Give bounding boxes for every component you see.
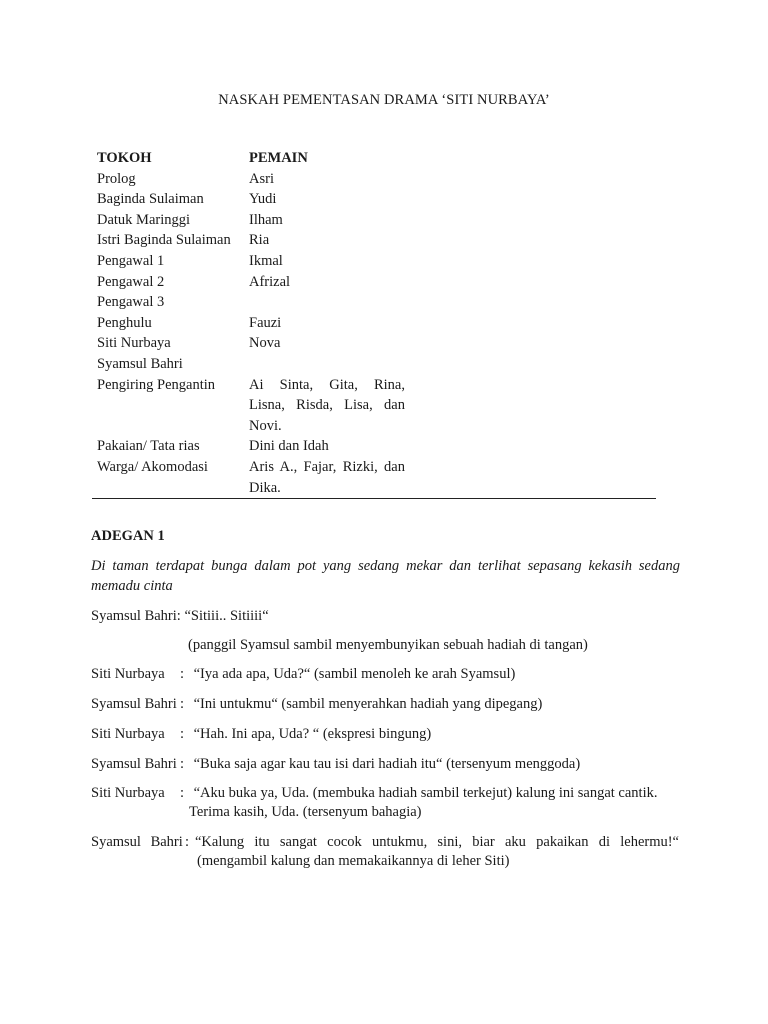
cast-player: Ai Sinta, Gita, Rina, Lisna, Risda, Lisa, dan Novi.	[249, 376, 405, 434]
cast-row	[97, 436, 405, 457]
cast-role: Pengawal 1	[97, 252, 165, 269]
cast-row	[97, 313, 405, 334]
cast-row	[97, 169, 405, 190]
cast-row	[97, 189, 405, 210]
dialogue-separator: :	[184, 834, 190, 850]
stage-note: (panggil Syamsul sambil menyembunyikan sebuah hadiah di tangan)	[188, 637, 588, 653]
dialogue-line	[91, 665, 681, 684]
cast-role: Pengawal 3	[97, 294, 165, 311]
dialogue-line	[91, 725, 681, 744]
cast-role: Baginda Sulaiman	[97, 191, 204, 208]
dialogue-separator: :	[180, 726, 185, 742]
cast-header-player: PEMAIN	[249, 150, 308, 166]
dialogue-speaker: Syamsul Bahri	[91, 756, 177, 772]
cast-player: Aris A., Fajar, Rizki, dan Dika.	[249, 458, 405, 496]
dialogue-text: “Sitiii.. Sitiiii“	[184, 608, 269, 624]
cast-header-row	[97, 148, 405, 169]
dialogue-speaker: Siti Nurbaya	[91, 726, 165, 742]
dialogue-text: “Aku buka ya, Uda. (membuka hadiah sambil terkejut) kalung ini sangat cantik.	[193, 785, 658, 801]
cast-player: Dini dan Idah	[249, 438, 329, 455]
cast-player: Ria	[249, 232, 270, 249]
dialogue-line	[91, 833, 679, 852]
dialogue-speaker: Syamsul Bahri	[91, 696, 177, 712]
cast-player: Ikmal	[249, 252, 283, 269]
dialogue-continuation: Terima kasih, Uda. (tersenyum bahagia)	[189, 804, 422, 820]
dialogue-line	[91, 755, 681, 774]
cast-role: Warga/ Akomodasi	[97, 458, 208, 475]
dialogue-line	[91, 784, 681, 803]
cast-role: Prolog	[97, 170, 136, 187]
cast-row	[97, 210, 405, 231]
dialogue-separator: :	[180, 756, 185, 772]
cast-row	[97, 333, 405, 354]
dialogue-line	[91, 607, 681, 626]
cast-player: Asri	[249, 170, 274, 187]
cast-role: Penghulu	[97, 314, 152, 331]
horizontal-divider	[92, 498, 656, 499]
cast-role: Pengawal 2	[97, 273, 165, 290]
cast-player: Fauzi	[249, 314, 282, 331]
dialogue-speaker: Siti Nurbaya	[91, 666, 165, 682]
cast-header-role: TOKOH	[97, 150, 152, 166]
dialogue-speaker: Siti Nurbaya	[91, 785, 165, 801]
cast-role: Pakaian/ Tata rias	[97, 438, 200, 455]
cast-row	[97, 375, 405, 437]
cast-row	[97, 230, 405, 251]
cast-player: Ilham	[249, 211, 283, 228]
document-title: NASKAH PEMENTASAN DRAMA ‘SITI NURBAYA’	[218, 92, 550, 108]
scene-heading: ADEGAN 1	[91, 528, 165, 544]
cast-row	[97, 354, 405, 375]
dialogue-separator: :	[180, 696, 185, 712]
cast-player: Afrizal	[249, 273, 291, 290]
cast-row	[97, 272, 405, 293]
cast-player: Yudi	[249, 191, 277, 208]
dialogue-text: “Buka saja agar kau tau isi dari hadiah itu“ (tersenyum menggoda)	[193, 756, 581, 772]
dialogue-separator: :	[180, 666, 185, 682]
cast-row	[97, 292, 405, 313]
cast-role: Syamsul Bahri	[97, 355, 183, 372]
dialogue-text: “Ini untukmu“ (sambil menyerahkan hadiah yang dipegang)	[193, 696, 543, 712]
cast-player	[249, 354, 405, 375]
cast-role: Datuk Maringgi	[97, 211, 191, 228]
dialogue-text: “Iya ada apa, Uda?“ (sambil menoleh ke arah Syamsul)	[193, 666, 516, 682]
dialogue-line	[91, 695, 681, 714]
dialogue-continuation: (mengambil kalung dan memakaikannya di leher Siti)	[197, 853, 510, 869]
dialogue-text: “Kalung itu sangat cocok untukmu, sini, biar aku pakaikan di lehermu!“	[195, 834, 679, 850]
cast-player: Nova	[249, 335, 281, 352]
cast-row	[97, 457, 405, 498]
dialogue-speaker: Syamsul Bahri	[91, 834, 183, 850]
cast-table	[97, 148, 405, 498]
dialogue-speaker: Syamsul Bahri:	[91, 608, 181, 624]
cast-role: Pengiring Pengantin	[97, 376, 216, 393]
stage-direction: Di taman terdapat bunga dalam pot yang sedang mekar dan terlihat sepasang kekasih sedang memadu cinta	[91, 558, 680, 594]
cast-role: Istri Baginda Sulaiman	[97, 232, 231, 249]
cast-row	[97, 251, 405, 272]
cast-role: Siti Nurbaya	[97, 335, 171, 352]
dialogue-separator: :	[180, 785, 185, 801]
dialogue-text: “Hah. Ini apa, Uda? “ (ekspresi bingung)	[193, 726, 432, 742]
cast-player	[249, 292, 405, 313]
